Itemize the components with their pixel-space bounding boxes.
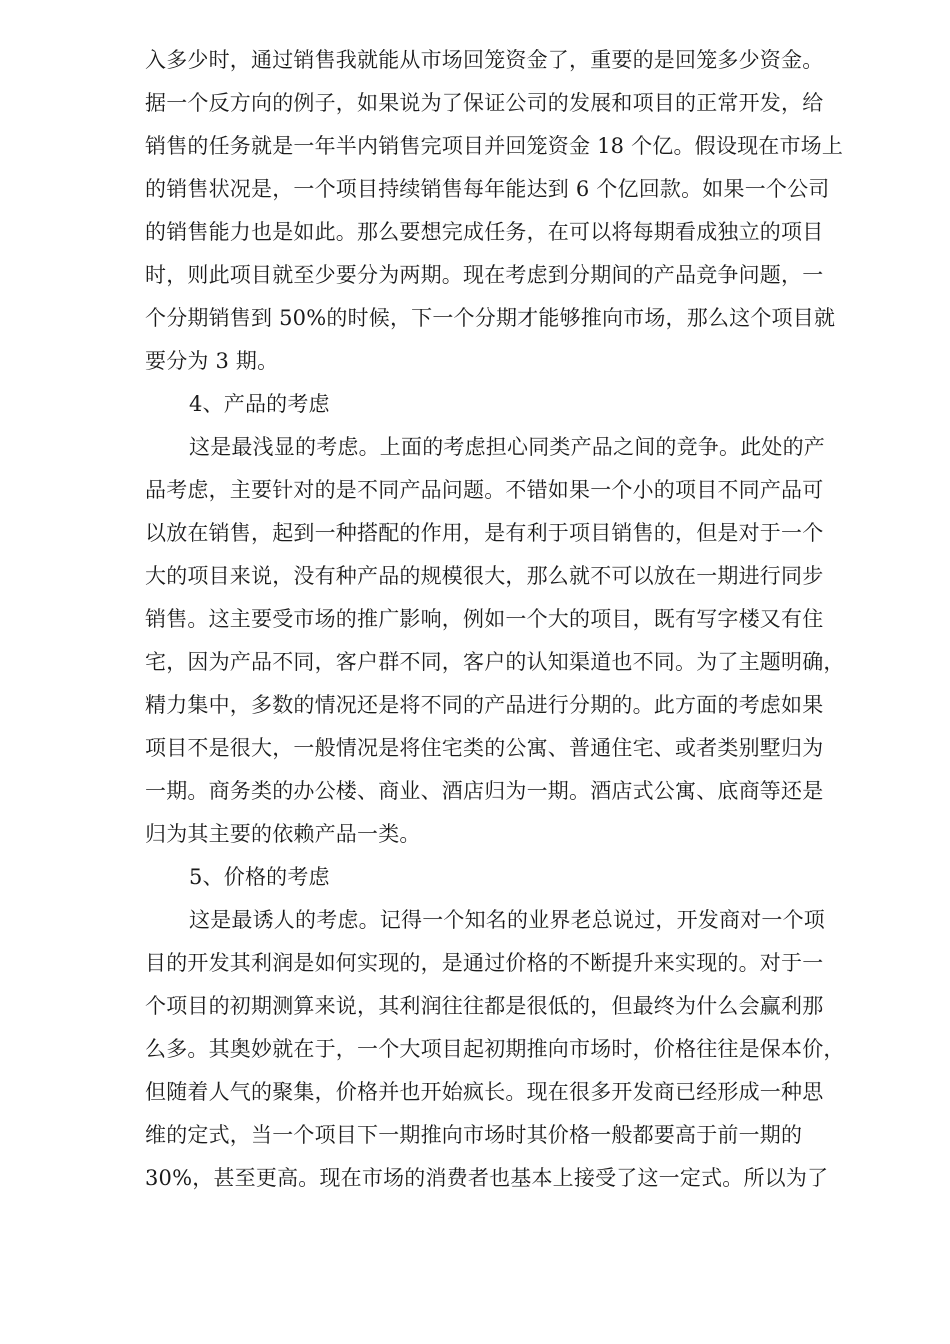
text-line: 目的开发其利润是如何实现的，是通过价格的不断提升来实现的。对于一 [145,951,824,975]
text-line: 大的项目来说，没有种产品的规模很大，那么就不可以放在一期进行同步 [145,564,824,588]
text-line: 维的定式，当一个项目下一期推向市场时其价格一般都要高于前一期的 [145,1123,803,1147]
section-heading-product: 4、产品的考虑 [189,392,330,416]
text-line: 销售的任务就是一年半内销售完项目并回笼资金 18 个亿。假设现在市场上 [145,134,844,158]
text-line: 30%，甚至更高。现在市场的消费者也基本上接受了这一定式。所以为了 [145,1166,829,1190]
text-line: 项目不是很大，一般情况是将住宅类的公寓、普通住宅、或者类别墅归为 [145,736,824,760]
text-line: 个分期销售到 50%的时候，下一个分期才能够推向市场，那么这个项目就 [145,306,836,330]
text-line: 宅，因为产品不同，客户群不同，客户的认知渠道也不同。为了主题明确， [145,650,845,674]
text-line: 销售。这主要受市场的推广影响，例如一个大的项目，既有写字楼又有住 [145,607,824,631]
text-line: 精力集中，多数的情况还是将不同的产品进行分期的。此方面的考虑如果 [145,693,824,717]
text-line: 但随着人气的聚集，价格并也开始疯长。现在很多开发商已经形成一种思 [145,1080,824,1104]
text-line: 么多。其奥妙就在于，一个大项目起初期推向市场时，价格往往是保本价， [145,1037,845,1061]
text-line: 的销售能力也是如此。那么要想完成任务，在可以将每期看成独立的项目 [145,220,824,244]
text-line: 入多少时，通过销售我就能从市场回笼资金了，重要的是回笼多少资金。 [145,48,824,72]
text-line: 的销售状况是，一个项目持续销售每年能达到 6 个亿回款。如果一个公司 [145,177,830,201]
text-line: 个项目的初期测算来说，其利润往往都是很低的，但最终为什么会赢利那 [145,994,824,1018]
text-line: 以放在销售，起到一种搭配的作用，是有利于项目销售的，但是对于一个 [145,521,824,545]
section-heading-price: 5、价格的考虑 [189,865,330,889]
text-line: 归为其主要的依赖产品一类。 [145,822,421,846]
text-line: 这是最浅显的考虑。上面的考虑担心同类产品之间的竞争。此处的产 [189,435,825,459]
text-line: 要分为 3 期。 [145,349,279,373]
text-line: 这是最诱人的考虑。记得一个知名的业界老总说过，开发商对一个项 [189,908,825,932]
text-line: 一期。商务类的办公楼、商业、酒店归为一期。酒店式公寓、底商等还是 [145,779,824,803]
text-line: 品考虑，主要针对的是不同产品问题。不错如果一个小的项目不同产品可 [145,478,824,502]
text-line: 时，则此项目就至少要分为两期。现在考虑到分期间的产品竞争问题，一 [145,263,824,287]
text-line: 据一个反方向的例子，如果说为了保证公司的发展和项目的正常开发，给 [145,91,824,115]
